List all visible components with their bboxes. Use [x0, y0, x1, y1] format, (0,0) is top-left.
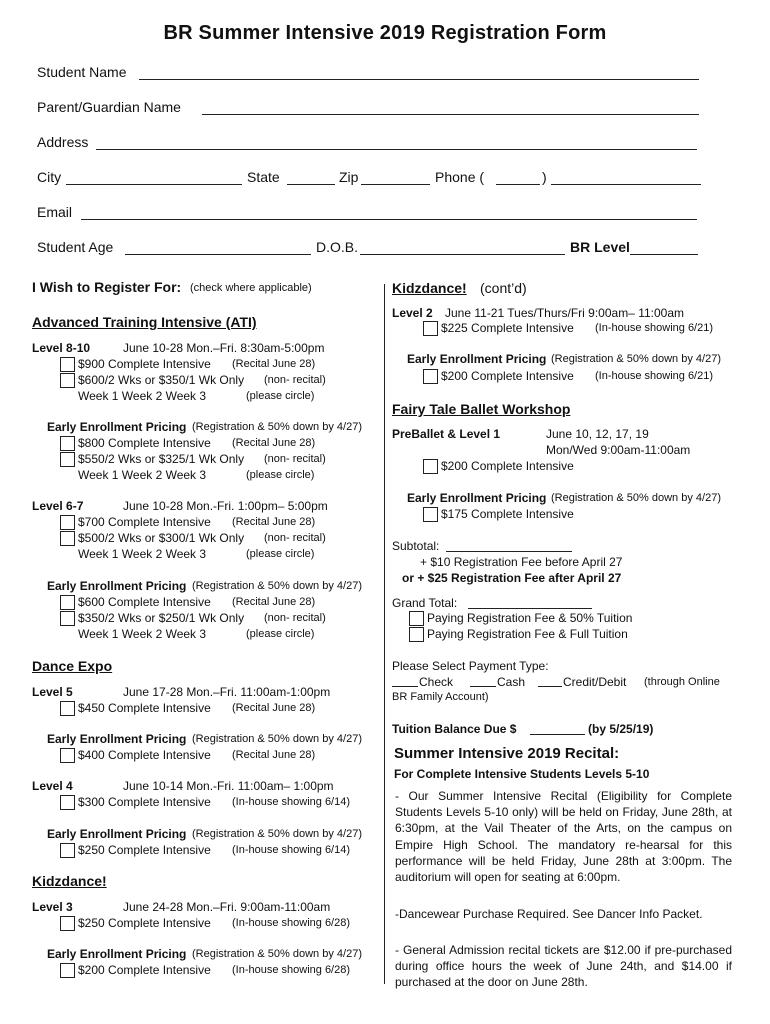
- level-6-7-dates: June 10-28 Mon.-Fri. 1:00pm– 5:00pm: [123, 499, 328, 513]
- option-e1: $250 Complete Intensive: [78, 916, 211, 930]
- checkbox-g2[interactable]: [423, 507, 438, 522]
- checkbox-d1[interactable]: [60, 795, 75, 810]
- option-e1-note: (In-house showing 6/28): [232, 917, 351, 929]
- student-name-field[interactable]: [139, 79, 699, 80]
- option-e2: $200 Complete Intensive: [78, 963, 211, 977]
- br-level-label: BR Level: [570, 239, 630, 255]
- br-level-field[interactable]: [630, 254, 698, 255]
- option-a4-note: (non- recital): [264, 453, 326, 465]
- grand-total-label: Grand Total:: [392, 596, 458, 610]
- level-8-10-dates: June 10-28 Mon.–Fri. 8:30am-5:00pm: [123, 341, 325, 355]
- checkbox-b2[interactable]: [60, 531, 75, 546]
- option-b2-note: (non- recital): [264, 532, 326, 544]
- early-note-f: (Registration & 50% down by 4/27): [551, 353, 721, 365]
- option-f1-note: (In-house showing 6/21): [595, 322, 714, 334]
- option-b4-note: (non- recital): [264, 612, 326, 624]
- early-note-g: (Registration & 50% down by 4/27): [551, 492, 721, 504]
- balance-field[interactable]: [530, 734, 585, 735]
- early-note-a: (Registration & 50% down by 4/27): [192, 421, 362, 433]
- checkbox-g1[interactable]: [423, 459, 438, 474]
- zip-label: Zip: [339, 169, 359, 185]
- weeks-b[interactable]: Week 1 Week 2 Week 3: [78, 547, 207, 561]
- weeks-a[interactable]: Week 1 Week 2 Week 3: [78, 389, 207, 403]
- level-5-label: Level 5: [32, 685, 73, 699]
- option-b1: $700 Complete Intensive: [78, 515, 211, 529]
- option-c2-note: (Recital June 28): [232, 749, 316, 761]
- preballet-dates-1: June 10, 12, 17, 19: [546, 427, 649, 441]
- option-b3: $600 Complete Intensive: [78, 595, 211, 609]
- option-a1-note: (Recital June 28): [232, 358, 316, 370]
- recital-heading: Summer Intensive 2019 Recital:: [394, 745, 620, 762]
- checkbox-b3[interactable]: [60, 595, 75, 610]
- checkbox-e2[interactable]: [60, 963, 75, 978]
- early-note-c: (Registration & 50% down by 4/27): [192, 733, 362, 745]
- option-b4: $350/2 Wks or $250/1 Wk Only: [78, 611, 245, 625]
- option-a4: $550/2 Wks or $325/1 Wk Only: [78, 452, 245, 466]
- option-d1: $300 Complete Intensive: [78, 795, 211, 809]
- online-note-2: BR Family Account): [392, 691, 489, 703]
- parent-name-label: Parent/Guardian Name: [37, 99, 181, 115]
- early-note-b: (Registration & 50% down by 4/27): [192, 580, 362, 592]
- checkbox-d2[interactable]: [60, 843, 75, 858]
- early-enrollment-f: Early Enrollment Pricing: [407, 352, 547, 366]
- weeks-b-early[interactable]: Week 1 Week 2 Week 3: [78, 627, 207, 641]
- level-2-dates: June 11-21 Tues/Thurs/Fri 9:00am– 11:00am: [445, 306, 685, 320]
- address-field[interactable]: [96, 149, 697, 150]
- recital-paragraph-2: -Dancewear Purchase Required. See Dancer Info Packet.: [395, 907, 703, 921]
- student-name-label: Student Name: [37, 64, 127, 80]
- checkbox-e1[interactable]: [60, 916, 75, 931]
- column-divider: [384, 284, 385, 984]
- level-2-label: Level 2: [392, 306, 433, 320]
- grand-total-field[interactable]: [468, 608, 592, 609]
- level-5-dates: June 17-28 Mon.–Fri. 11:00am-1:00pm: [123, 685, 331, 699]
- option-a2: $600/2 Wks or $350/1 Wk Only: [78, 373, 245, 387]
- weeks-a-early[interactable]: Week 1 Week 2 Week 3: [78, 468, 207, 482]
- early-enrollment-a: Early Enrollment Pricing: [47, 420, 187, 434]
- early-enrollment-d: Early Enrollment Pricing: [47, 827, 187, 841]
- early-note-d: (Registration & 50% down by 4/27): [192, 828, 362, 840]
- option-b1-note: (Recital June 28): [232, 516, 316, 528]
- option-d2-note: (In-house showing 6/14): [232, 844, 351, 856]
- balance-label: Tuition Balance Due $: [392, 722, 517, 736]
- checkbox-a3[interactable]: [60, 436, 75, 451]
- address-label: Address: [37, 134, 89, 150]
- level-3-dates: June 24-28 Mon.–Fri. 9:00am-11:00am: [123, 900, 331, 914]
- level-8-10-label: Level 8-10: [32, 341, 91, 355]
- subtotal-field[interactable]: [446, 551, 572, 552]
- option-a3-note: (Recital June 28): [232, 437, 316, 449]
- recital-paragraph-3: - General Admission recital tickets are $12.00 if pre-purchased during office hours the week of June 24th, and $14.00 if purchased at the door on June 28th.: [395, 943, 732, 990]
- option-b3-note: (Recital June 28): [232, 596, 316, 608]
- option-f1: $225 Complete Intensive: [441, 321, 574, 335]
- early-enrollment-e: Early Enrollment Pricing: [47, 947, 187, 961]
- option-g1: $200 Complete Intensive: [441, 459, 574, 473]
- option-c1: $450 Complete Intensive: [78, 701, 211, 715]
- online-note: (through Online: [644, 676, 720, 688]
- city-label: City: [37, 169, 62, 185]
- pay-50-label: Paying Registration Fee & 50% Tuition: [427, 611, 633, 625]
- level-3-label: Level 3: [32, 900, 73, 914]
- form-title: BR Summer Intensive 2019 Registration Form: [163, 22, 607, 44]
- level-4-label: Level 4: [32, 779, 73, 793]
- circle-note-a-early: (please circle): [246, 469, 315, 481]
- level-6-7-label: Level 6-7: [32, 499, 84, 513]
- phone-area-field[interactable]: [496, 184, 540, 185]
- dob-field[interactable]: [360, 254, 565, 255]
- checkbox-c2[interactable]: [60, 748, 75, 763]
- preballet-dates-2: Mon/Wed 9:00am-11:00am: [546, 443, 691, 457]
- zip-field[interactable]: [361, 184, 430, 185]
- option-b2: $500/2 Wks or $300/1 Wk Only: [78, 531, 245, 545]
- checkbox-f2[interactable]: [423, 369, 438, 384]
- recital-paragraph-1: - Our Summer Intensive Recital (Eligibility for Complete Students Levels 5-10 only) will be held on Friday, June 28th, at 6:30pm, at the Vail Theater of the Arts, on the campus on Empire High School. The mandatory re-hearsal for this performance will be held Friday, June 28th at 3:00pm. The auditorium will open for seating at 6:00pm.: [395, 789, 732, 885]
- check-field[interactable]: [392, 686, 418, 687]
- email-label: Email: [37, 204, 73, 220]
- email-field[interactable]: [81, 219, 697, 220]
- dance-expo-heading: Dance Expo: [32, 658, 113, 674]
- check-label: Check: [419, 675, 454, 689]
- phone-label: Phone (: [435, 169, 485, 185]
- checkbox-b4[interactable]: [60, 611, 75, 626]
- option-g2: $175 Complete Intensive: [441, 507, 574, 521]
- checkbox-c1[interactable]: [60, 701, 75, 716]
- early-enrollment-b: Early Enrollment Pricing: [47, 579, 187, 593]
- cash-field[interactable]: [470, 686, 496, 687]
- checkbox-a4[interactable]: [60, 452, 75, 467]
- option-a1: $900 Complete Intensive: [78, 357, 211, 371]
- kidzdance-cont-heading: Kidzdance!: [392, 280, 467, 296]
- kidzdance-heading: Kidzdance!: [32, 873, 107, 889]
- early-enrollment-c: Early Enrollment Pricing: [47, 732, 187, 746]
- early-note-e: (Registration & 50% down by 4/27): [192, 948, 362, 960]
- option-d2: $250 Complete Intensive: [78, 843, 211, 857]
- credit-field[interactable]: [538, 686, 562, 687]
- checkbox-pay-full[interactable]: [409, 627, 424, 642]
- option-c1-note: (Recital June 28): [232, 702, 316, 714]
- option-d1-note: (In-house showing 6/14): [232, 796, 351, 808]
- parent-name-field[interactable]: [202, 114, 699, 115]
- student-age-field[interactable]: [125, 254, 311, 255]
- phone-close-paren: ): [542, 169, 547, 185]
- checkbox-a1[interactable]: [60, 357, 75, 372]
- circle-note-b-early: (please circle): [246, 628, 315, 640]
- register-note: (check where applicable): [190, 282, 312, 294]
- circle-note-a: (please circle): [246, 390, 315, 402]
- state-field[interactable]: [287, 184, 335, 185]
- ati-heading: Advanced Training Intensive (ATI): [32, 314, 257, 330]
- checkbox-f1[interactable]: [423, 321, 438, 336]
- student-age-label: Student Age: [37, 239, 114, 255]
- checkbox-a2[interactable]: [60, 373, 75, 388]
- option-f2-note: (In-house showing 6/21): [595, 370, 714, 382]
- state-label: State: [247, 169, 280, 185]
- subtotal-label: Subtotal:: [392, 539, 440, 553]
- early-enrollment-g: Early Enrollment Pricing: [407, 491, 547, 505]
- fee-before: + $10 Registration Fee before April 27: [420, 555, 623, 569]
- recital-subheading: For Complete Intensive Students Levels 5-10: [394, 767, 650, 781]
- checkbox-b1[interactable]: [60, 515, 75, 530]
- credit-label: Credit/Debit: [563, 675, 627, 689]
- preballet-label: PreBallet & Level 1: [392, 427, 501, 441]
- dob-label: D.O.B.: [316, 239, 359, 255]
- option-f2: $200 Complete Intensive: [441, 369, 574, 383]
- circle-note-b: (please circle): [246, 548, 315, 560]
- payment-type-label: Please Select Payment Type:: [392, 659, 549, 673]
- cash-label: Cash: [497, 675, 526, 689]
- option-e2-note: (In-house showing 6/28): [232, 964, 351, 976]
- option-a3: $800 Complete Intensive: [78, 436, 211, 450]
- fee-after: or + $25 Registration Fee after April 27: [402, 571, 622, 585]
- phone-number-field[interactable]: [551, 184, 701, 185]
- balance-due-date: (by 5/25/19): [588, 722, 654, 736]
- option-c2: $400 Complete Intensive: [78, 748, 211, 762]
- checkbox-pay-50[interactable]: [409, 611, 424, 626]
- option-a2-note: (non- recital): [264, 374, 326, 386]
- kidzdance-cont-note: (cont’d): [480, 280, 527, 296]
- register-heading: I Wish to Register For:: [32, 279, 182, 295]
- city-field[interactable]: [66, 184, 242, 185]
- pay-full-label: Paying Registration Fee & Full Tuition: [427, 627, 628, 641]
- level-4-dates: June 10-14 Mon.-Fri. 11:00am– 1:00pm: [123, 779, 334, 793]
- fairy-tale-heading: Fairy Tale Ballet Workshop: [392, 401, 571, 417]
